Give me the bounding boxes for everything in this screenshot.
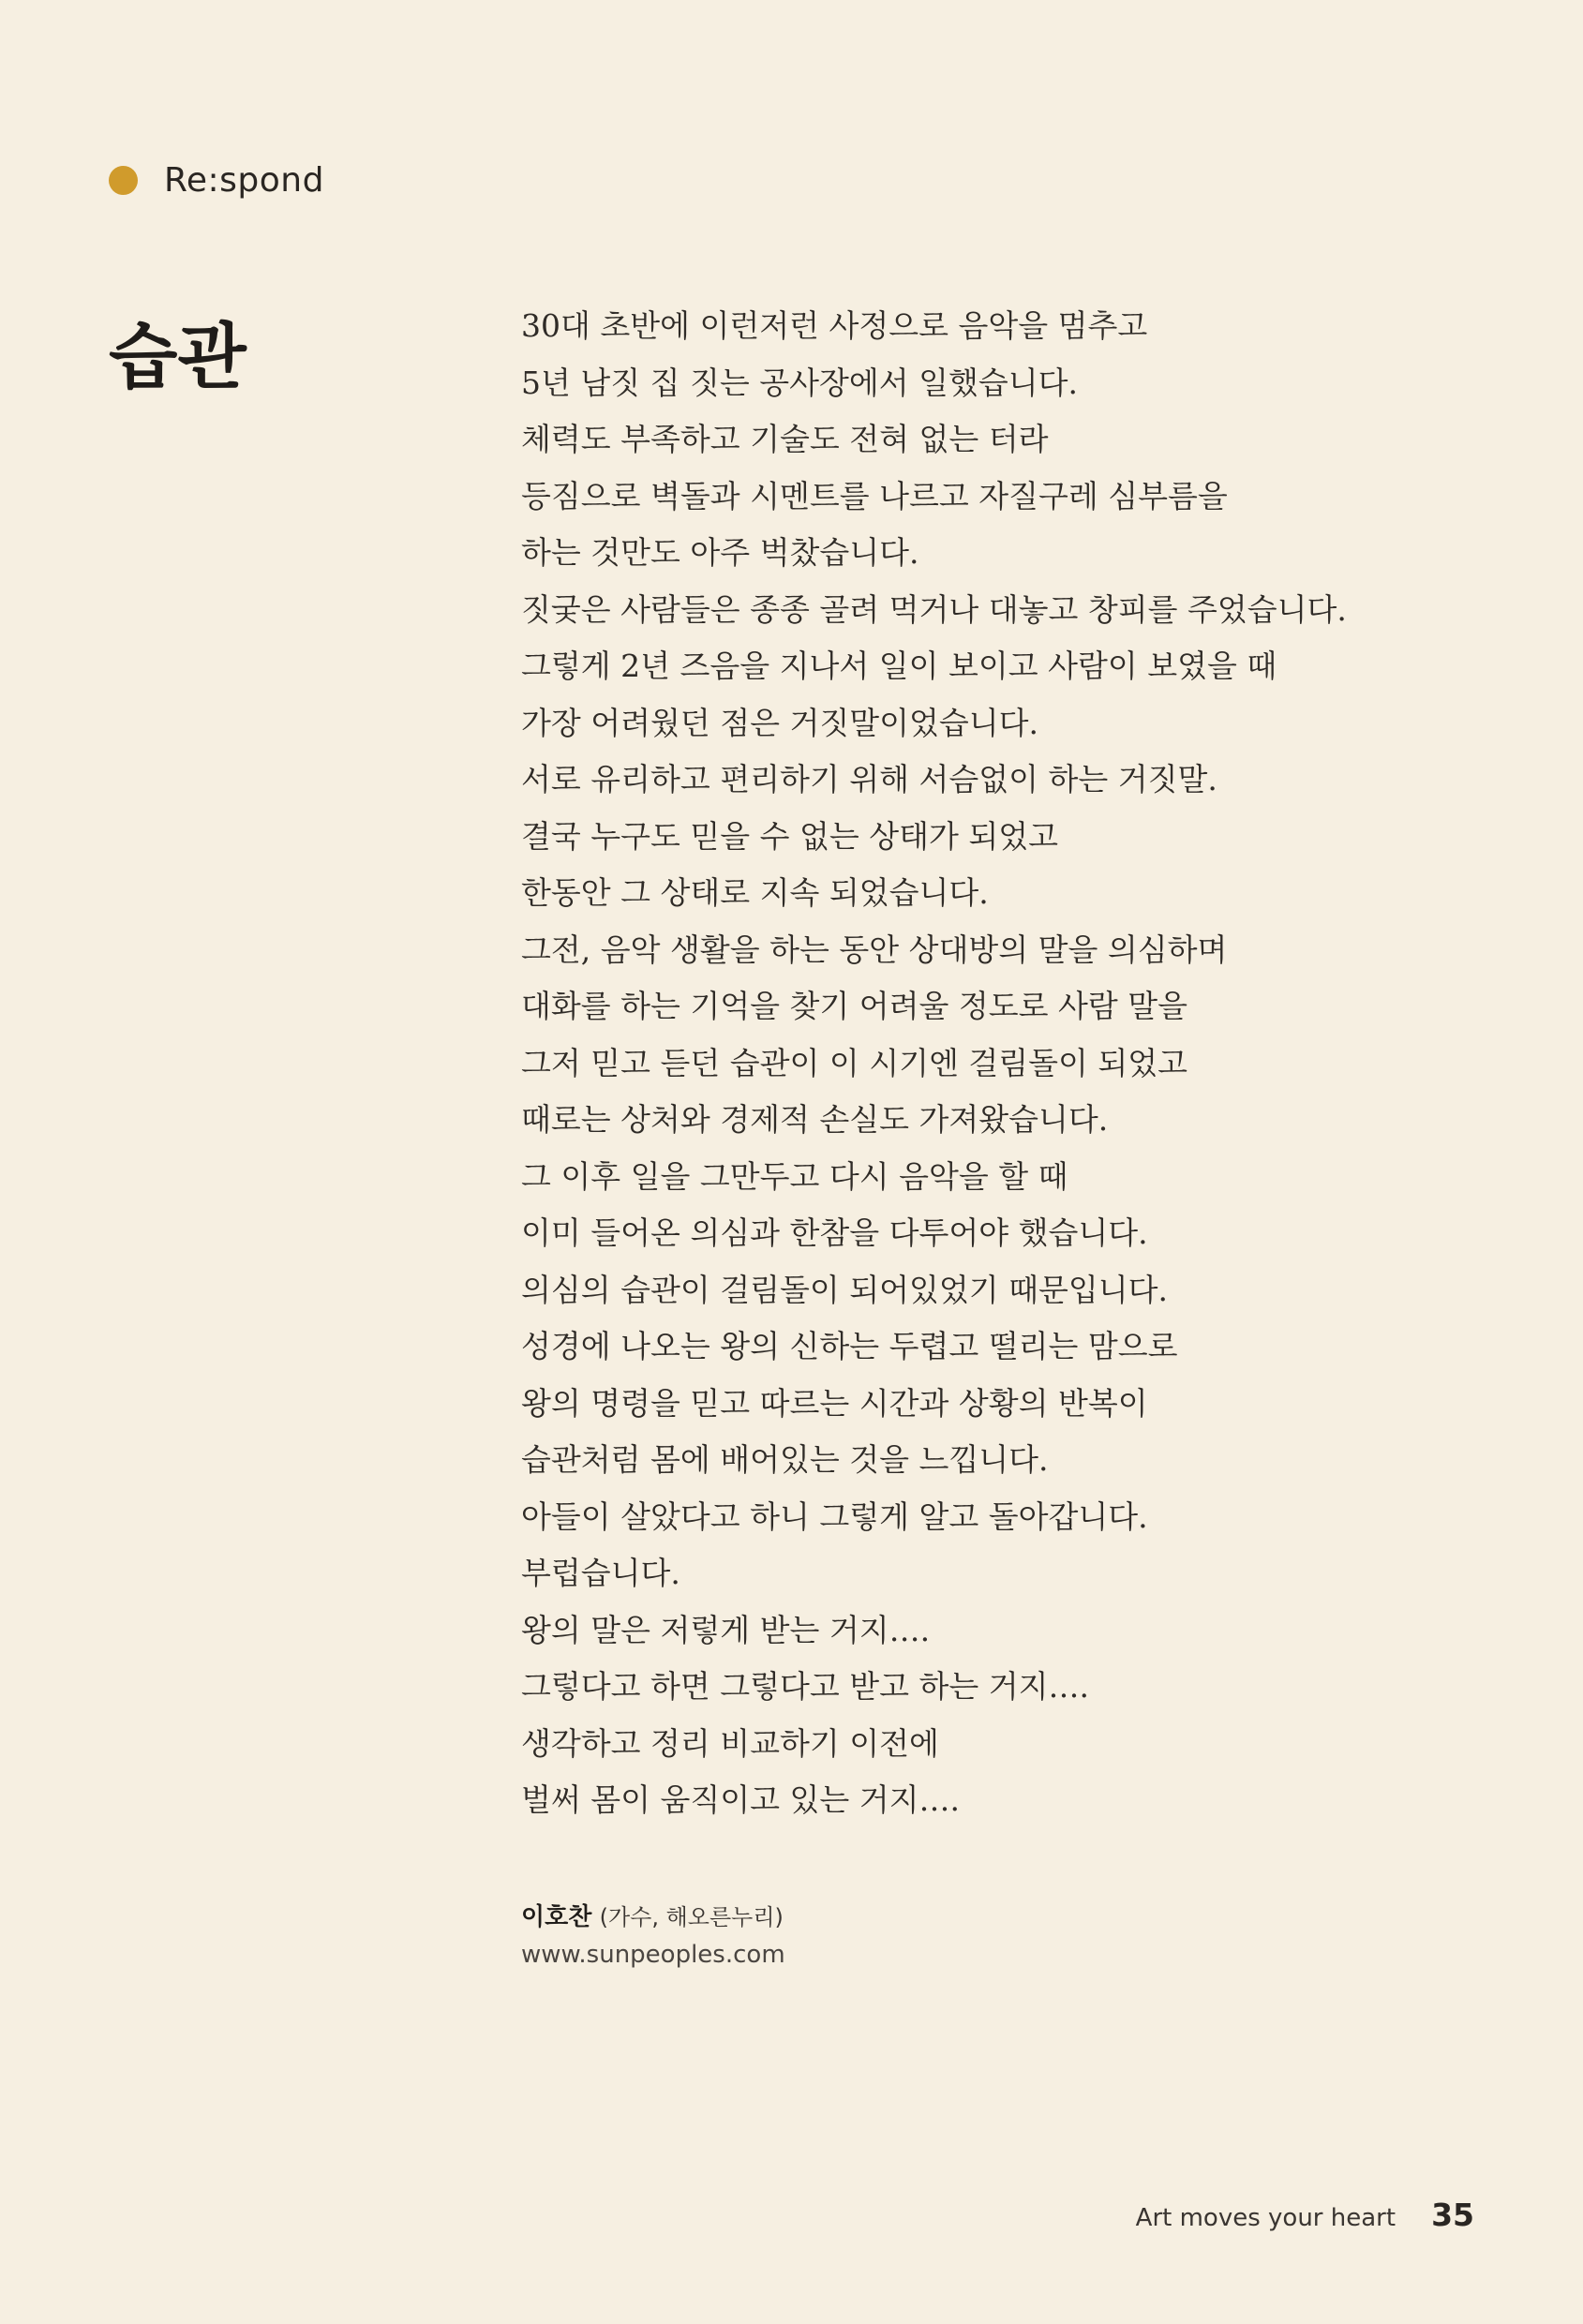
- author-name: 이호찬: [521, 1903, 592, 1931]
- body-line: 대화를 하는 기억을 찾기 어려울 정도로 사람 말을: [521, 988, 1187, 1024]
- body-line: 의심의 습관이 걸림돌이 되어있었기 때문입니다.: [521, 1271, 1169, 1308]
- footer-tagline: Art moves your heart: [1135, 2204, 1396, 2232]
- section-header: [109, 161, 324, 200]
- body-line: 그렇게 2년 즈음을 지나서 일이 보이고 사람이 보였을 때: [521, 648, 1277, 684]
- section-bullet-icon: [109, 166, 138, 195]
- page-number: 35: [1431, 2197, 1474, 2233]
- section-label: Re:spond: [164, 161, 324, 200]
- body-line: 때로는 상처와 경제적 손실도 가져왔습니다.: [521, 1101, 1109, 1138]
- body-line: 그 이후 일을 그만두고 다시 음악을 할 때: [521, 1157, 1068, 1195]
- body-line: 부럽습니다.: [521, 1555, 680, 1591]
- body-line: 벌써 몸이 움직이고 있는 거지….: [521, 1781, 960, 1818]
- body-line: 하는 것만도 아주 벅찼습니다.: [521, 534, 919, 571]
- body-line: 한동안 그 상태로 지속 되었습니다.: [521, 874, 989, 911]
- body-line: 30대 초반에 이런저런 사정으로 음악을 멈추고: [521, 307, 1148, 344]
- body-line: 왕의 말은 저렇게 받는 거지….: [521, 1611, 931, 1648]
- body-line: 습관처럼 몸에 배어있는 것을 느낍니다.: [521, 1441, 1049, 1478]
- article-title: 습관: [109, 315, 246, 398]
- body-line: 아들이 살았다고 하니 그렇게 알고 돌아갑니다.: [521, 1497, 1148, 1535]
- body-line: 5년 남짓 집 짓는 공사장에서 일했습니다.: [521, 364, 1078, 401]
- body-line: 서로 유리하고 편리하기 위해 서슴없이 하는 거짓말.: [521, 761, 1217, 797]
- body-line: 이미 들어온 의심과 한참을 다투어야 했습니다.: [521, 1214, 1148, 1251]
- body-line: 체력도 부족하고 기술도 전혀 없는 터라: [521, 421, 1049, 457]
- body-line: 그렇다고 하면 그렇다고 받고 하는 거지….: [521, 1668, 1089, 1705]
- author-role: (가수, 해오른누리): [599, 1904, 784, 1930]
- body-line: 생각하고 정리 비교하기 이전에: [521, 1724, 939, 1762]
- body-line: 왕의 명령을 믿고 따르는 시간과 상황의 반복이: [521, 1384, 1148, 1422]
- page-footer: [1136, 2197, 1474, 2233]
- body-line: 그저 믿고 듣던 습관이 이 시기엔 걸림돌이 되었고: [521, 1044, 1187, 1081]
- body-line: 그전, 음악 생활을 하는 동안 상대방의 말을 의심하며: [521, 931, 1228, 968]
- body-line: 짓궂은 사람들은 종종 골려 먹거나 대놓고 창피를 주었습니다.: [521, 590, 1347, 628]
- article-body: [521, 298, 1496, 1829]
- author-line: [521, 1899, 785, 1936]
- body-line: 성경에 나오는 왕의 신하는 두렵고 떨리는 맘으로: [521, 1328, 1178, 1364]
- body-line: 등짐으로 벽돌과 시멘트를 나르고 자질구레 심부름을: [521, 477, 1228, 514]
- author-credit: [521, 1899, 785, 1974]
- author-website-link[interactable]: www.sunpeoples.com: [521, 1941, 785, 1969]
- body-line: 결국 누구도 믿을 수 없는 상태가 되었고: [521, 817, 1058, 855]
- body-line: 가장 어려웠던 점은 거짓말이었습니다.: [521, 704, 1039, 741]
